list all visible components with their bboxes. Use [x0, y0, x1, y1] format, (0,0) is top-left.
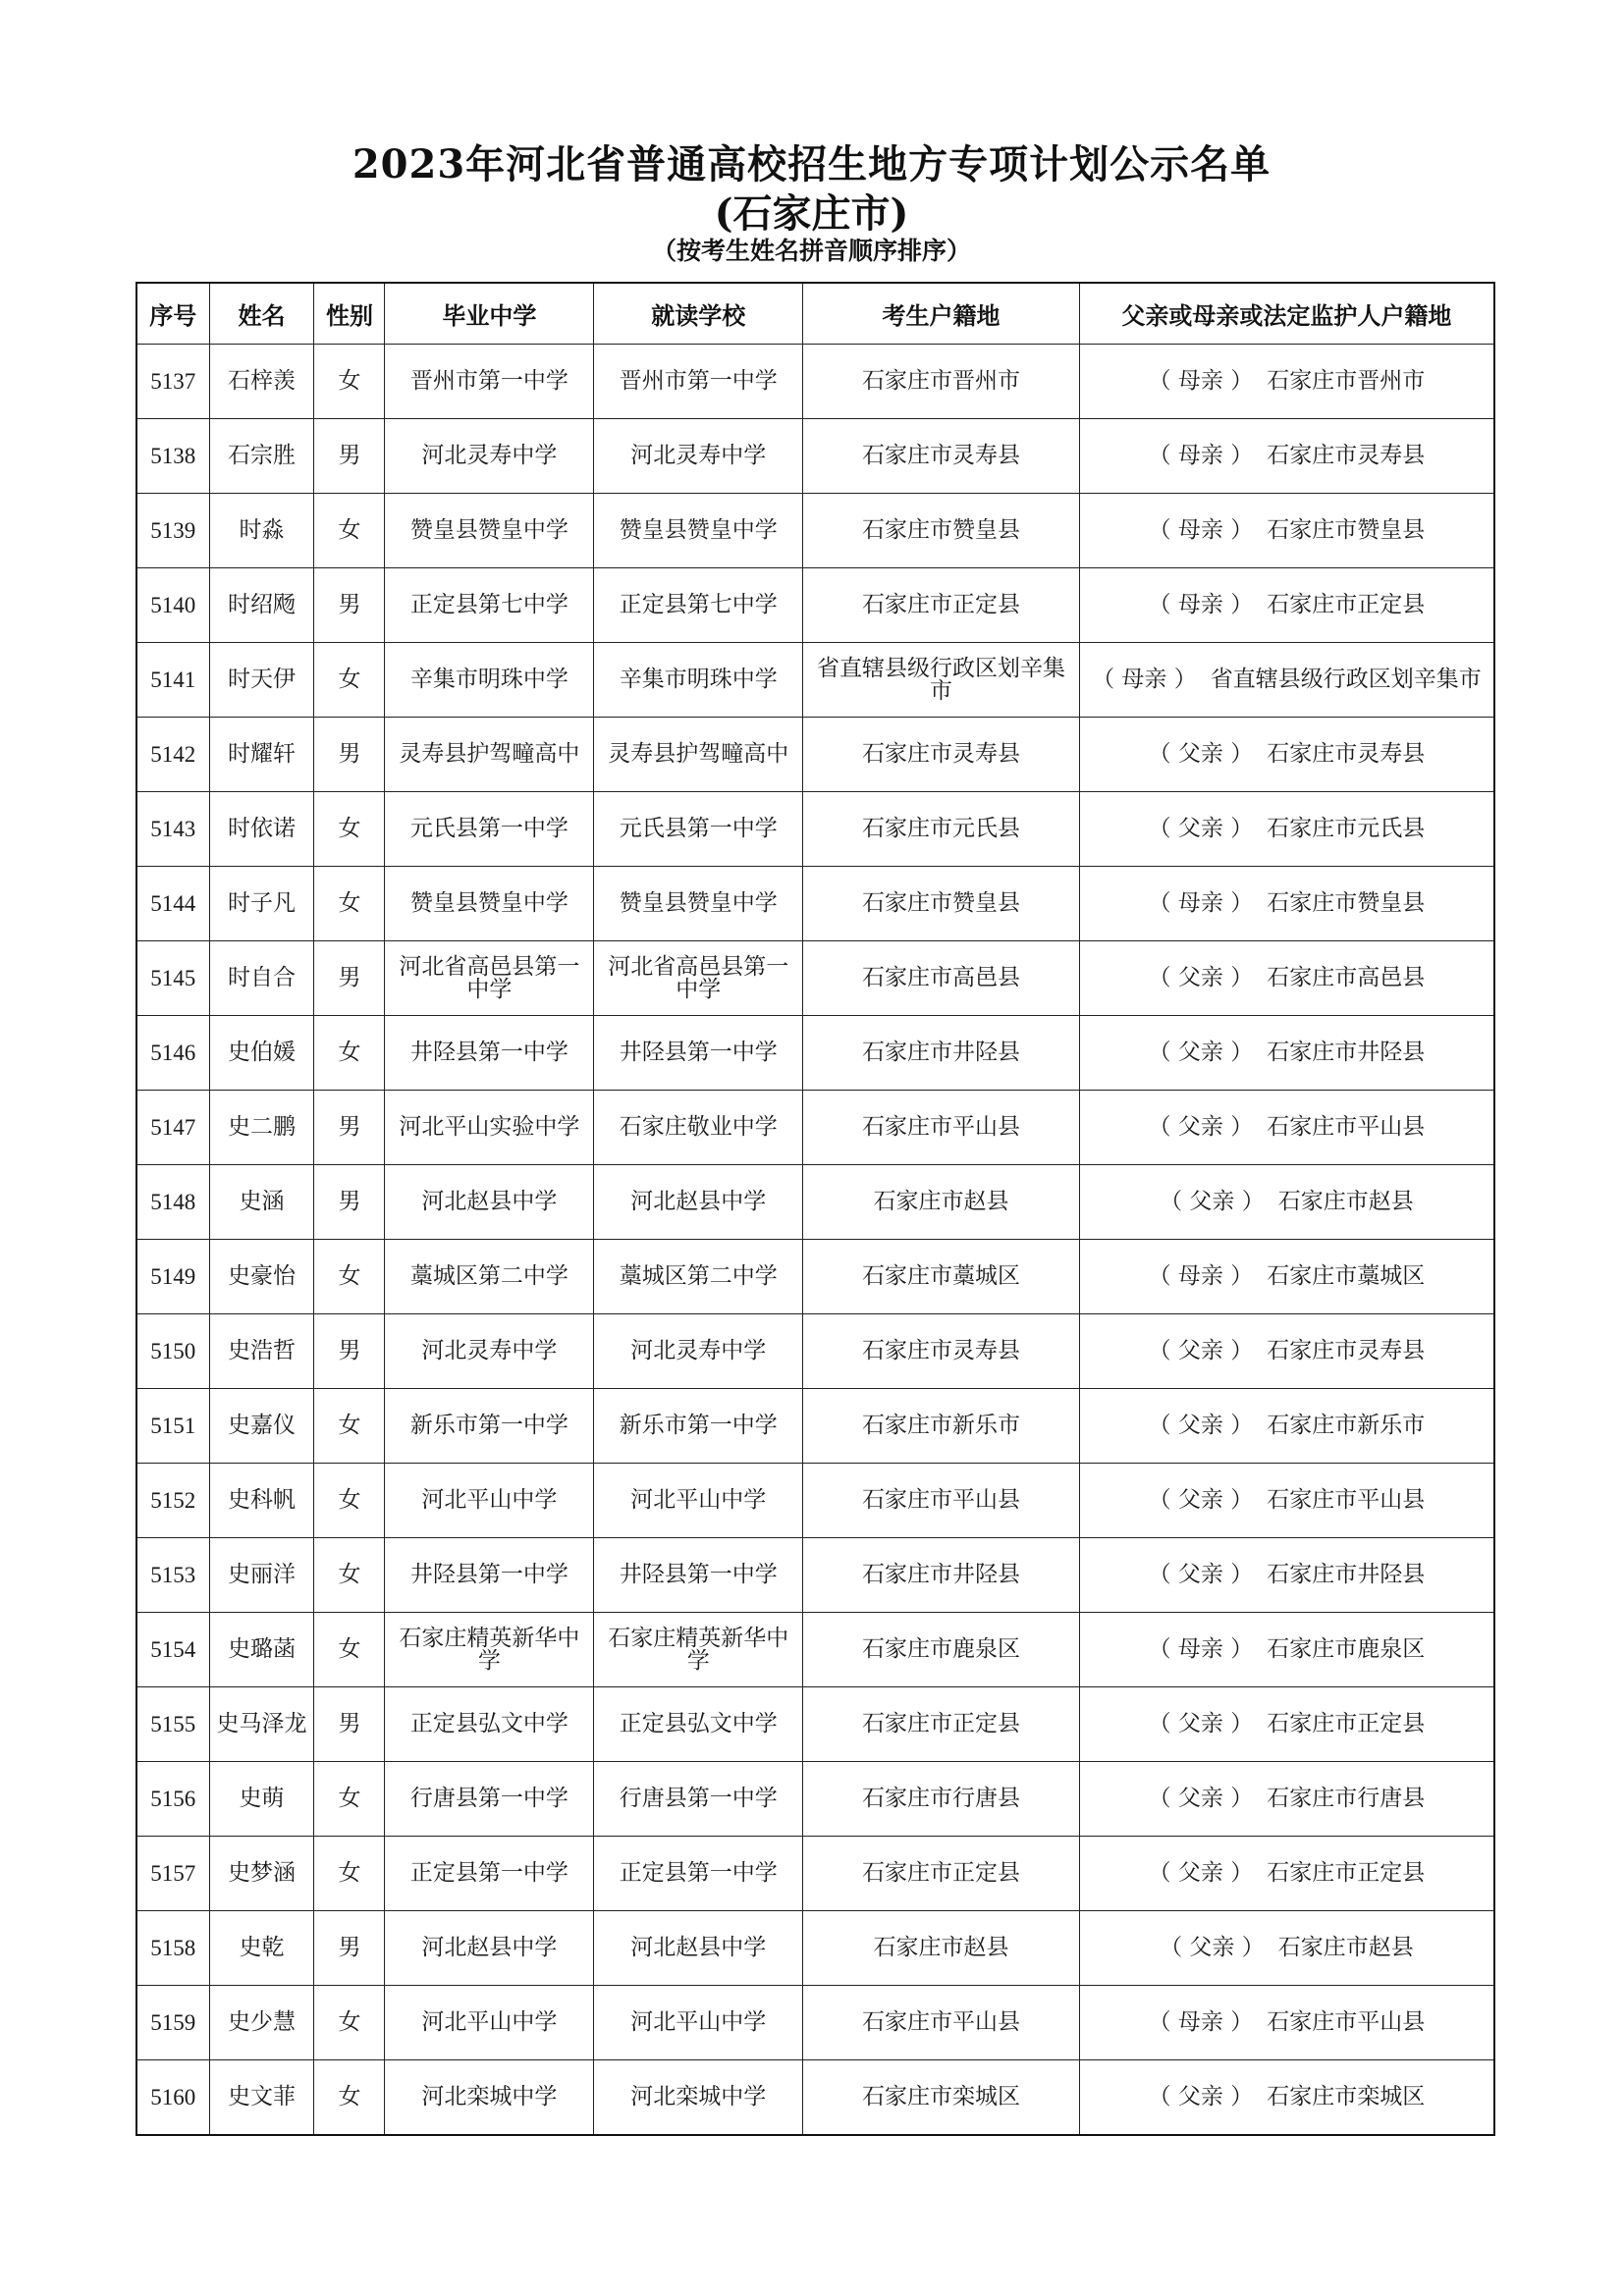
table-row: [136, 345, 1494, 419]
cell-hukou: 石家庄市灵寿县: [803, 718, 1080, 792]
cell-parent-hukou: [1079, 494, 1494, 568]
cell-parent-hukou: [1079, 1911, 1494, 1986]
cell-serial-no: 5151: [136, 1389, 209, 1464]
cell-name: 史丽洋: [209, 1538, 314, 1613]
cell-gender: 女: [314, 792, 385, 867]
cell-hukou: 石家庄市行唐县: [803, 1762, 1080, 1837]
table-row: [136, 1687, 1494, 1762]
cell-parent-hukou: [1079, 1986, 1494, 2060]
cell-grad-school: 河北赵县中学: [385, 1911, 594, 1986]
cell-hukou: 石家庄市正定县: [803, 1837, 1080, 1911]
table-row: [136, 718, 1494, 792]
cell-parent-hukou: [1079, 718, 1494, 792]
cell-gender: 男: [314, 1314, 385, 1389]
cell-name: 石宗胜: [209, 419, 314, 494]
header-row: [136, 283, 1494, 345]
table-body: [136, 345, 1494, 2136]
table-row: [136, 1091, 1494, 1165]
cell-serial-no: 5148: [136, 1165, 209, 1240]
cell-study-school: 井陉县第一中学: [594, 1538, 803, 1613]
cell-parent-hukou: [1079, 1538, 1494, 1613]
cell-parent-hukou: [1079, 1464, 1494, 1538]
cell-hukou: 石家庄市平山县: [803, 1986, 1080, 2060]
parent-hukou-place: 石家庄市高邑县: [1267, 965, 1426, 990]
cell-name: 时天伊: [209, 643, 314, 718]
cell-parent-hukou: [1079, 1687, 1494, 1762]
cell-study-school: 灵寿县护驾疃高中: [594, 718, 803, 792]
table-row: [136, 2060, 1494, 2136]
cell-gender: 女: [314, 1762, 385, 1837]
table-row: [136, 941, 1494, 1016]
cell-name: 史璐菡: [209, 1613, 314, 1687]
parent-relation: （ 母亲 ）: [1148, 890, 1254, 916]
parent-hukou-place: 石家庄市赵县: [1277, 1189, 1414, 1214]
cell-serial-no: 5157: [136, 1837, 209, 1911]
cell-parent-hukou: [1079, 1240, 1494, 1314]
cell-name: 史豪怡: [209, 1240, 314, 1314]
col-header-no: 序号: [136, 283, 209, 345]
cell-grad-school: 石家庄精英新华中学: [385, 1613, 594, 1687]
cell-gender: 男: [314, 941, 385, 1016]
parent-relation: （ 父亲 ）: [1148, 1338, 1254, 1363]
cell-grad-school: 赞皇县赞皇中学: [385, 867, 594, 941]
table-row: [136, 568, 1494, 643]
cell-name: 史少慧: [209, 1986, 314, 2060]
cell-grad-school: 新乐市第一中学: [385, 1389, 594, 1464]
cell-name: 时耀轩: [209, 718, 314, 792]
cell-grad-school: 行唐县第一中学: [385, 1762, 594, 1837]
cell-hukou: 石家庄市灵寿县: [803, 1314, 1080, 1389]
cell-study-school: 晋州市第一中学: [594, 345, 803, 419]
cell-serial-no: 5158: [136, 1911, 209, 1986]
parent-relation: （ 母亲 ）: [1148, 2009, 1254, 2035]
cell-serial-no: 5154: [136, 1613, 209, 1687]
cell-parent-hukou: [1079, 867, 1494, 941]
cell-gender: 女: [314, 1016, 385, 1091]
cell-serial-no: 5160: [136, 2060, 209, 2136]
cell-hukou: 石家庄市平山县: [803, 1464, 1080, 1538]
cell-name: 时淼: [209, 494, 314, 568]
cell-hukou: 石家庄市赵县: [803, 1911, 1080, 1986]
parent-hukou-place: 石家庄市赞皇县: [1267, 517, 1426, 543]
cell-study-school: 正定县弘文中学: [594, 1687, 803, 1762]
cell-parent-hukou: [1079, 1016, 1494, 1091]
cell-hukou: 省直辖县级行政区划辛集市: [803, 643, 1080, 718]
cell-gender: 女: [314, 494, 385, 568]
cell-name: 时自合: [209, 941, 314, 1016]
cell-parent-hukou: [1079, 941, 1494, 1016]
cell-study-school: 正定县第一中学: [594, 1837, 803, 1911]
cell-parent-hukou: [1079, 1091, 1494, 1165]
parent-relation: （ 父亲 ）: [1148, 1562, 1254, 1587]
cell-parent-hukou: [1079, 643, 1494, 718]
cell-name: 史涵: [209, 1165, 314, 1240]
cell-study-school: 河北平山中学: [594, 1986, 803, 2060]
cell-hukou: 石家庄市赞皇县: [803, 494, 1080, 568]
cell-gender: 男: [314, 568, 385, 643]
cell-gender: 男: [314, 1091, 385, 1165]
cell-grad-school: 灵寿县护驾疃高中: [385, 718, 594, 792]
parent-hukou-place: 省直辖县级行政区划辛集市: [1210, 667, 1482, 692]
cell-name: 史科帆: [209, 1464, 314, 1538]
parent-hukou-place: 石家庄市井陉县: [1267, 1040, 1426, 1065]
page-subtitle: (石家庄市): [714, 190, 909, 237]
cell-study-school: 正定县第七中学: [594, 568, 803, 643]
table-row: [136, 1986, 1494, 2060]
cell-hukou: 石家庄市晋州市: [803, 345, 1080, 419]
cell-gender: 女: [314, 1986, 385, 2060]
parent-hukou-place: 石家庄市正定县: [1267, 1711, 1426, 1736]
cell-hukou: 石家庄市栾城区: [803, 2060, 1080, 2136]
cell-grad-school: 河北栾城中学: [385, 2060, 594, 2136]
cell-study-school: 行唐县第一中学: [594, 1762, 803, 1837]
cell-gender: 女: [314, 1538, 385, 1613]
table-row: [136, 1314, 1494, 1389]
cell-serial-no: 5150: [136, 1314, 209, 1389]
cell-hukou: 石家庄市平山县: [803, 1091, 1080, 1165]
cell-grad-school: 河北灵寿中学: [385, 1314, 594, 1389]
parent-hukou-place: 石家庄市灵寿县: [1267, 741, 1426, 767]
parent-hukou-place: 石家庄市晋州市: [1267, 368, 1426, 394]
cell-grad-school: 河北灵寿中学: [385, 419, 594, 494]
cell-gender: 男: [314, 1687, 385, 1762]
parent-hukou-place: 石家庄市正定县: [1267, 1860, 1426, 1886]
cell-serial-no: 5138: [136, 419, 209, 494]
table-row: [136, 1464, 1494, 1538]
cell-name: 时绍飏: [209, 568, 314, 643]
table-row: [136, 1389, 1494, 1464]
parent-hukou-place: 石家庄市赵县: [1277, 1935, 1414, 1960]
parent-relation: （ 父亲 ）: [1148, 1040, 1254, 1065]
cell-hukou: 石家庄市赵县: [803, 1165, 1080, 1240]
cell-parent-hukou: [1079, 1762, 1494, 1837]
cell-serial-no: 5152: [136, 1464, 209, 1538]
cell-study-school: 石家庄精英新华中学: [594, 1613, 803, 1687]
cell-name: 史文菲: [209, 2060, 314, 2136]
table-row: [136, 1911, 1494, 1986]
parent-relation: （ 父亲 ）: [1148, 1860, 1254, 1886]
cell-grad-school: 河北平山中学: [385, 1986, 594, 2060]
parent-relation: （ 母亲 ）: [1148, 443, 1254, 468]
parent-relation: （ 父亲 ）: [1148, 741, 1254, 767]
parent-relation: （ 父亲 ）: [1148, 1786, 1254, 1811]
parent-hukou-place: 石家庄市赞皇县: [1267, 890, 1426, 916]
cell-serial-no: 5145: [136, 941, 209, 1016]
cell-serial-no: 5147: [136, 1091, 209, 1165]
cell-study-school: 河北灵寿中学: [594, 1314, 803, 1389]
cell-gender: 男: [314, 718, 385, 792]
cell-serial-no: 5149: [136, 1240, 209, 1314]
parent-relation: （ 父亲 ）: [1148, 1413, 1254, 1438]
cell-serial-no: 5153: [136, 1538, 209, 1613]
cell-study-school: 河北省高邑县第一中学: [594, 941, 803, 1016]
cell-grad-school: 井陉县第一中学: [385, 1016, 594, 1091]
cell-parent-hukou: [1079, 2060, 1494, 2136]
table-row: [136, 1016, 1494, 1091]
table-row: [136, 419, 1494, 494]
cell-name: 石梓羡: [209, 345, 314, 419]
cell-gender: 女: [314, 1240, 385, 1314]
cell-hukou: 石家庄市赞皇县: [803, 867, 1080, 941]
cell-gender: 男: [314, 1911, 385, 1986]
parent-relation: （ 母亲 ）: [1148, 1263, 1254, 1289]
col-header-hukou: 考生户籍地: [803, 283, 1080, 345]
sort-note: （按考生姓名拼音顺序排序）: [651, 237, 971, 265]
cell-study-school: 赞皇县赞皇中学: [594, 494, 803, 568]
cell-study-school: 河北栾城中学: [594, 2060, 803, 2136]
cell-name: 史二鹏: [209, 1091, 314, 1165]
cell-gender: 女: [314, 345, 385, 419]
parent-relation: （ 父亲 ）: [1148, 965, 1254, 990]
cell-name: 时依诺: [209, 792, 314, 867]
cell-name: 史嘉仪: [209, 1389, 314, 1464]
cell-hukou: 石家庄市井陉县: [803, 1016, 1080, 1091]
cell-parent-hukou: [1079, 1389, 1494, 1464]
table-row: [136, 1837, 1494, 1911]
cell-parent-hukou: [1079, 792, 1494, 867]
cell-serial-no: 5146: [136, 1016, 209, 1091]
cell-hukou: 石家庄市藁城区: [803, 1240, 1080, 1314]
parent-relation: （ 父亲 ）: [1148, 1114, 1254, 1140]
cell-grad-school: 河北平山实验中学: [385, 1091, 594, 1165]
col-header-gender: 性别: [314, 283, 385, 345]
parent-relation: （ 父亲 ）: [1160, 1189, 1265, 1214]
parent-relation: （ 父亲 ）: [1148, 1487, 1254, 1513]
parent-relation: （ 母亲 ）: [1148, 592, 1254, 617]
parent-relation: （ 父亲 ）: [1148, 1711, 1254, 1736]
cell-serial-no: 5137: [136, 345, 209, 419]
table-row: [136, 1613, 1494, 1687]
cell-gender: 女: [314, 1837, 385, 1911]
cell-hukou: 石家庄市正定县: [803, 568, 1080, 643]
cell-grad-school: 晋州市第一中学: [385, 345, 594, 419]
parent-hukou-place: 石家庄市平山县: [1267, 2009, 1426, 2035]
cell-hukou: 石家庄市元氏县: [803, 792, 1080, 867]
cell-serial-no: 5140: [136, 568, 209, 643]
parent-relation: （ 母亲 ）: [1148, 517, 1254, 543]
cell-gender: 女: [314, 1389, 385, 1464]
cell-grad-school: 藁城区第二中学: [385, 1240, 594, 1314]
cell-hukou: 石家庄市鹿泉区: [803, 1613, 1080, 1687]
parent-hukou-place: 石家庄市平山县: [1267, 1114, 1426, 1140]
cell-study-school: 石家庄敬业中学: [594, 1091, 803, 1165]
cell-study-school: 河北赵县中学: [594, 1911, 803, 1986]
cell-parent-hukou: [1079, 1837, 1494, 1911]
cell-study-school: 藁城区第二中学: [594, 1240, 803, 1314]
cell-grad-school: 元氏县第一中学: [385, 792, 594, 867]
cell-serial-no: 5143: [136, 792, 209, 867]
table-row: [136, 1762, 1494, 1837]
parent-hukou-place: 石家庄市平山县: [1267, 1487, 1426, 1513]
table-row: [136, 867, 1494, 941]
cell-gender: 女: [314, 1613, 385, 1687]
cell-hukou: 石家庄市井陉县: [803, 1538, 1080, 1613]
cell-name: 史梦涵: [209, 1837, 314, 1911]
cell-grad-school: 井陉县第一中学: [385, 1538, 594, 1613]
cell-name: 史乾: [209, 1911, 314, 1986]
table-row: [136, 1165, 1494, 1240]
cell-study-school: 河北平山中学: [594, 1464, 803, 1538]
col-header-study-school: 就读学校: [594, 283, 803, 345]
page-title: 2023年河北省普通高校招生地方专项计划公示名单: [352, 141, 1271, 187]
parent-hukou-place: 石家庄市井陉县: [1267, 1562, 1426, 1587]
cell-parent-hukou: [1079, 1165, 1494, 1240]
parent-hukou-place: 石家庄市鹿泉区: [1267, 1636, 1426, 1662]
cell-grad-school: 正定县弘文中学: [385, 1687, 594, 1762]
cell-serial-no: 5155: [136, 1687, 209, 1762]
col-header-name: 姓名: [209, 283, 314, 345]
cell-grad-school: 河北赵县中学: [385, 1165, 594, 1240]
cell-name: 史伯媛: [209, 1016, 314, 1091]
cell-parent-hukou: [1079, 568, 1494, 643]
parent-relation: （ 母亲 ）: [1148, 368, 1254, 394]
cell-hukou: 石家庄市正定县: [803, 1687, 1080, 1762]
parent-hukou-place: 石家庄市行唐县: [1267, 1786, 1426, 1811]
cell-study-school: 河北灵寿中学: [594, 419, 803, 494]
table-row: [136, 643, 1494, 718]
cell-gender: 女: [314, 867, 385, 941]
parent-relation: （ 父亲 ）: [1148, 816, 1254, 841]
parent-hukou-place: 石家庄市灵寿县: [1267, 443, 1426, 468]
cell-study-school: 辛集市明珠中学: [594, 643, 803, 718]
cell-serial-no: 5139: [136, 494, 209, 568]
table-row: [136, 1240, 1494, 1314]
roster-table: [135, 282, 1495, 2136]
parent-hukou-place: 石家庄市栾城区: [1267, 2084, 1426, 2109]
cell-serial-no: 5156: [136, 1762, 209, 1837]
cell-gender: 男: [314, 419, 385, 494]
cell-hukou: 石家庄市灵寿县: [803, 419, 1080, 494]
parent-relation: （ 父亲 ）: [1148, 2084, 1254, 2109]
col-header-parent-hukou: 父亲或母亲或法定监护人户籍地: [1079, 283, 1494, 345]
cell-study-school: 元氏县第一中学: [594, 792, 803, 867]
cell-gender: 女: [314, 1464, 385, 1538]
table-row: [136, 792, 1494, 867]
parent-hukou-place: 石家庄市藁城区: [1267, 1263, 1426, 1289]
cell-parent-hukou: [1079, 345, 1494, 419]
cell-gender: 女: [314, 2060, 385, 2136]
table-row: [136, 1538, 1494, 1613]
parent-relation: （ 母亲 ）: [1092, 667, 1197, 692]
parent-relation: （ 父亲 ）: [1160, 1935, 1265, 1960]
cell-study-school: 新乐市第一中学: [594, 1389, 803, 1464]
cell-study-school: 河北赵县中学: [594, 1165, 803, 1240]
cell-study-school: 井陉县第一中学: [594, 1016, 803, 1091]
cell-serial-no: 5142: [136, 718, 209, 792]
parent-hukou-place: 石家庄市灵寿县: [1267, 1338, 1426, 1363]
cell-name: 史浩哲: [209, 1314, 314, 1389]
parent-hukou-place: 石家庄市元氏县: [1267, 816, 1426, 841]
cell-grad-school: 河北省高邑县第一中学: [385, 941, 594, 1016]
cell-parent-hukou: [1079, 419, 1494, 494]
cell-gender: 女: [314, 643, 385, 718]
parent-hukou-place: 石家庄市正定县: [1267, 592, 1426, 617]
table-row: [136, 494, 1494, 568]
col-header-grad-school: 毕业中学: [385, 283, 594, 345]
cell-study-school: 赞皇县赞皇中学: [594, 867, 803, 941]
cell-hukou: 石家庄市高邑县: [803, 941, 1080, 1016]
cell-gender: 男: [314, 1165, 385, 1240]
cell-grad-school: 正定县第七中学: [385, 568, 594, 643]
cell-parent-hukou: [1079, 1613, 1494, 1687]
cell-serial-no: 5141: [136, 643, 209, 718]
parent-relation: （ 母亲 ）: [1148, 1636, 1254, 1662]
cell-name: 时子凡: [209, 867, 314, 941]
cell-name: 史萌: [209, 1762, 314, 1837]
cell-grad-school: 正定县第一中学: [385, 1837, 594, 1911]
cell-grad-school: 辛集市明珠中学: [385, 643, 594, 718]
cell-grad-school: 河北平山中学: [385, 1464, 594, 1538]
cell-parent-hukou: [1079, 1314, 1494, 1389]
parent-hukou-place: 石家庄市新乐市: [1267, 1413, 1426, 1438]
cell-serial-no: 5144: [136, 867, 209, 941]
cell-serial-no: 5159: [136, 1986, 209, 2060]
cell-grad-school: 赞皇县赞皇中学: [385, 494, 594, 568]
cell-hukou: 石家庄市新乐市: [803, 1389, 1080, 1464]
cell-name: 史马泽龙: [209, 1687, 314, 1762]
